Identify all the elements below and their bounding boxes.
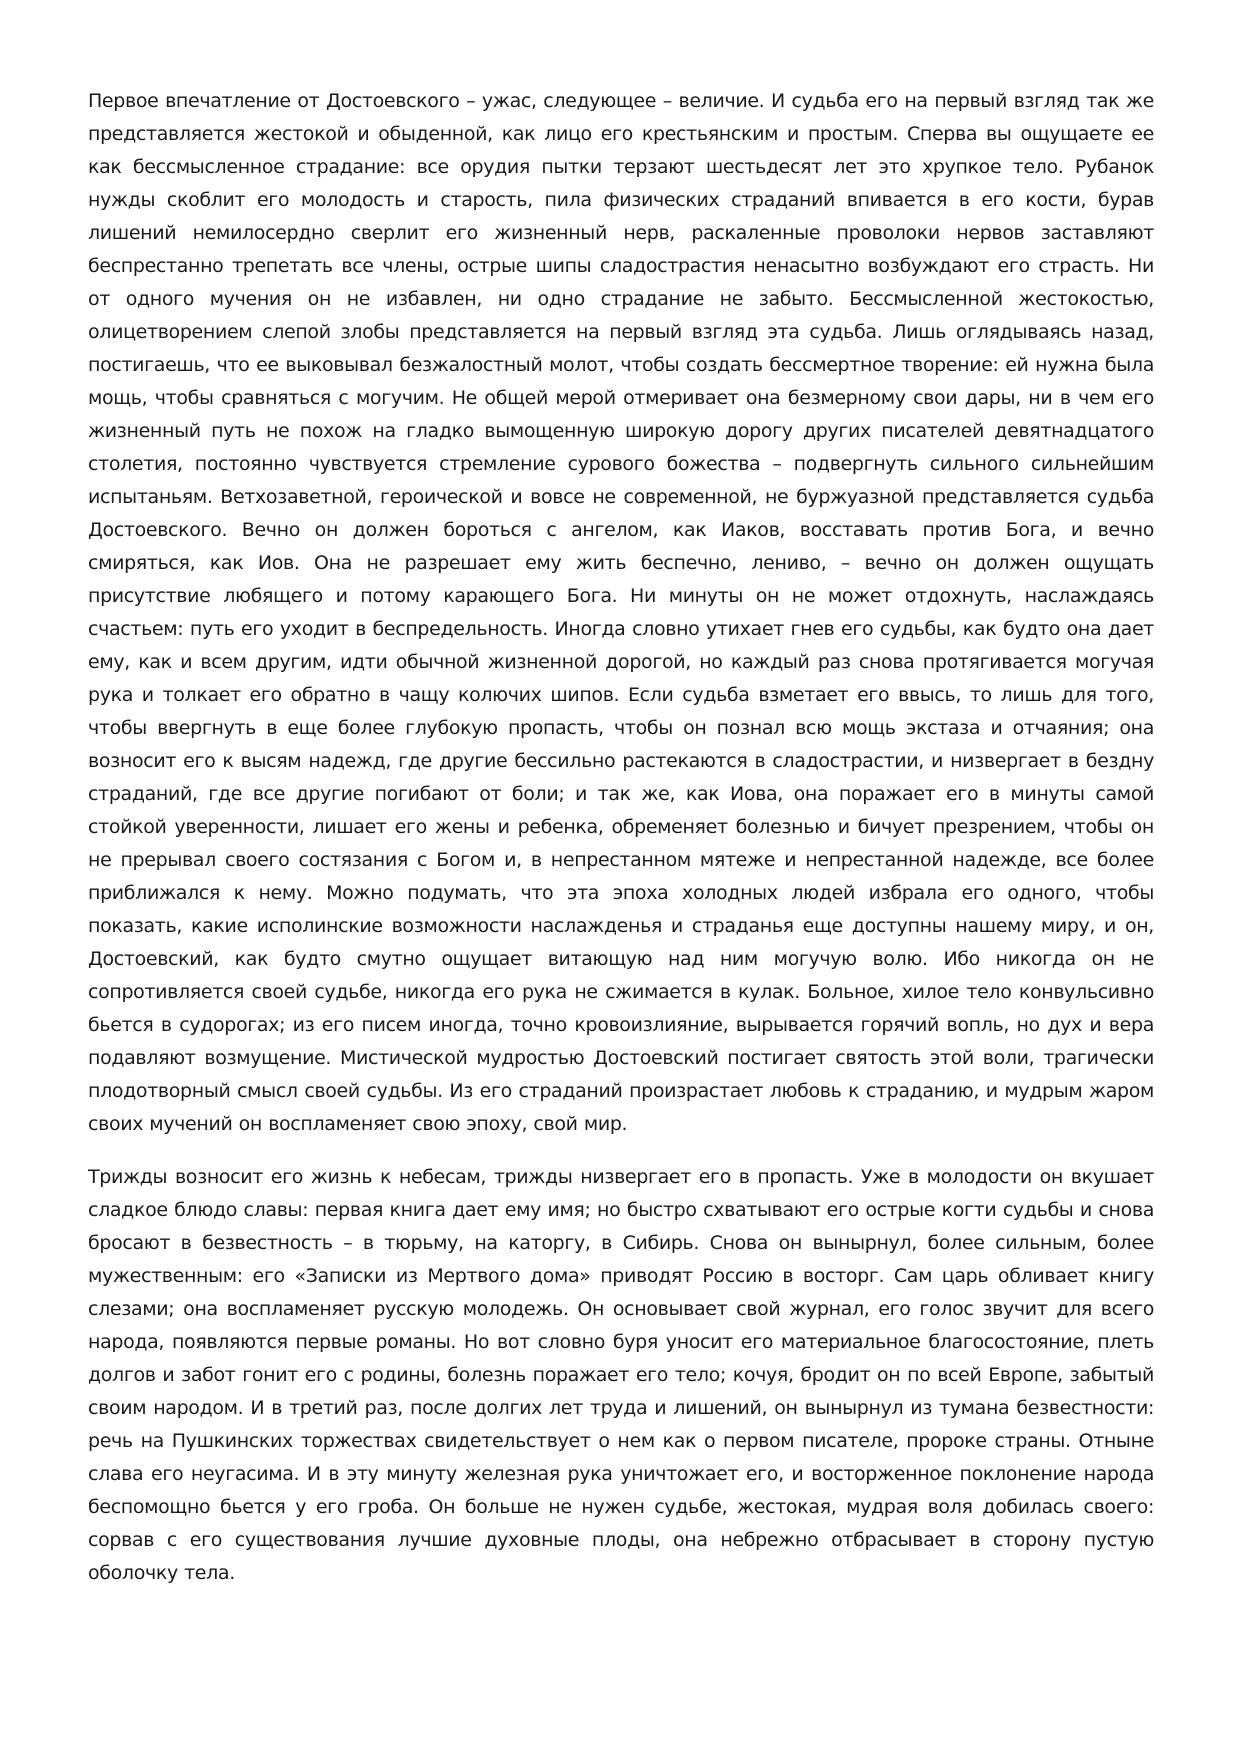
paragraph-1: Первое впечатление от Достоевского – ужас, следующее – величие. И судьба его на первый взгляд так же представляется жестокой и обыденной, как лицо его крестьянским и простым. Сперва вы ощущаете ее как бессмысленное страдание: все орудия пытки терзают шестьдесят лет это хрупкое тело. Рубанок нужды скоблит его молодость и старость, пила физических страданий впивается в его кости, бурав лишений немилосердно сверлит его жизненный нерв, раскаленные проволоки нервов заставляют беспрестанно трепетать все члены, острые шипы сладострастия ненасытно возбуждают его страсть. Ни от одного мучения он не избавлен, ни одно страдание не забыто. Бессмысленной жестокостью, олицетворением слепой злобы представляется на первый взгляд эта судьба. Лишь оглядываясь назад, постигаешь, что ее выковывал безжалостный молот, чтобы создать бессмертное творение: ей нужна была мощь, чтобы сравняться с могучим. Не общей мерой отмеривает она безмерному свои дары, ни в чем его жизненный путь не похож на гладко вымощенную широкую дорогу других писателей девятнадцатого столетия, постоянно чувствуется стремление сурового божества – подвергнуть сильного сильнейшим испытаньям. Ветхозаветной, героической и вовсе не современной, не буржуазной представляется судьба Достоевского. Вечно он должен бороться с ангелом, как Иаков, восставать против Бога, и вечно смиряться, как Иов. Она не разрешает ему жить беспечно, лениво, – вечно он должен ощущать присутствие любящего и потому карающего Бога. Ни минуты он не может отдохнуть, наслаждаясь счастьем: путь его уходит в беспредельность. Иногда словно утихает гнев его судьбы, как будто она дает ему, как и всем другим, идти обычной жизненной дорогой, но каждый раз снова протягивается могучая рука и толкает его обратно в чащу колючих шипов. Если судьба взметает его ввысь, то лишь для того, чтобы ввергнуть в еще более глубокую пропасть, чтобы он познал всю мощь экстаза и отчаяния; она возносит его к высям надежд, где другие бессильно растекаются в сладострастии, и низвергает в бездну страданий, где все другие погибают от боли; и так же, как Иова, она поражает его в минуты самой стойкой уверенности, лишает его жены и ребенка, обременяет болезнью и бичует презрением, чтобы он не прерывал своего состязания с Богом и, в непрестанном мятеже и непрестанной надежде, все более приближался к нему. Можно подумать, что эта эпоха холодных людей избрала его одного, чтобы показать, какие исполинские возможности наслажденья и страданья еще доступны нашему миру, и он, Достоевский, как будто смутно ощущает витающую над ним могучую волю. Ибо никогда он не сопротивляется своей судьбе, никогда его рука не сжимается в кулак. Больное, хилое тело конвульсивно бьется в судорогах; из его писем иногда, точно кровоизлияние, вырывается горячий вопль, но дух и вера подавляют возмущение. Мистической мудростью Достоевский постигает святость этой воли, трагически плодотворный смысл своей судьбы. Из его страданий произрастает любовь к страданию, и мудрым жаром своих мучений он воспламеняет свою эпоху, свой мир. (88, 90, 1154, 1135)
paragraph-2: Трижды возносит его жизнь к небесам, трижды низвергает его в пропасть. Уже в молодости он вкушает сладкое блюдо славы: первая книга дает ему имя; но быстро схватывают его острые когти судьбы и снова бросают в безвестность – в тюрьму, на каторгу, в Сибирь. Снова он вынырнул, более сильным, более мужественным: его «Записки из Мертвого дома» приводят Россию в восторг. Сам царь обливает книгу слезами; она воспламеняет русскую молодежь. Он основывает свой журнал, его голос звучит для всего народа, появляются первые романы. Но вот словно буря уносит его материальное благосостояние, плеть долгов и забот гонит его с родины, болезнь поражает его тело; кочуя, бродит он по всей Европе, забытый своим народом. И в третий раз, после долгих лет труда и лишений, он вынырнул из тумана безвестности: речь на Пушкинских торжествах свидетельствует о нем как о первом писателе, пророке страны. Отныне слава его неугасима. И в эту минуту железная рука уничтожает его, и восторженное поклонение народа беспомощно бьется у его гроба. Он больше не нужен судьбе, жестокая, мудрая воля добилась своего: сорвав с его существования лучшие духовные плоды, она небрежно отбрасывает в сторону пустую оболочку тела. (88, 1166, 1154, 1584)
